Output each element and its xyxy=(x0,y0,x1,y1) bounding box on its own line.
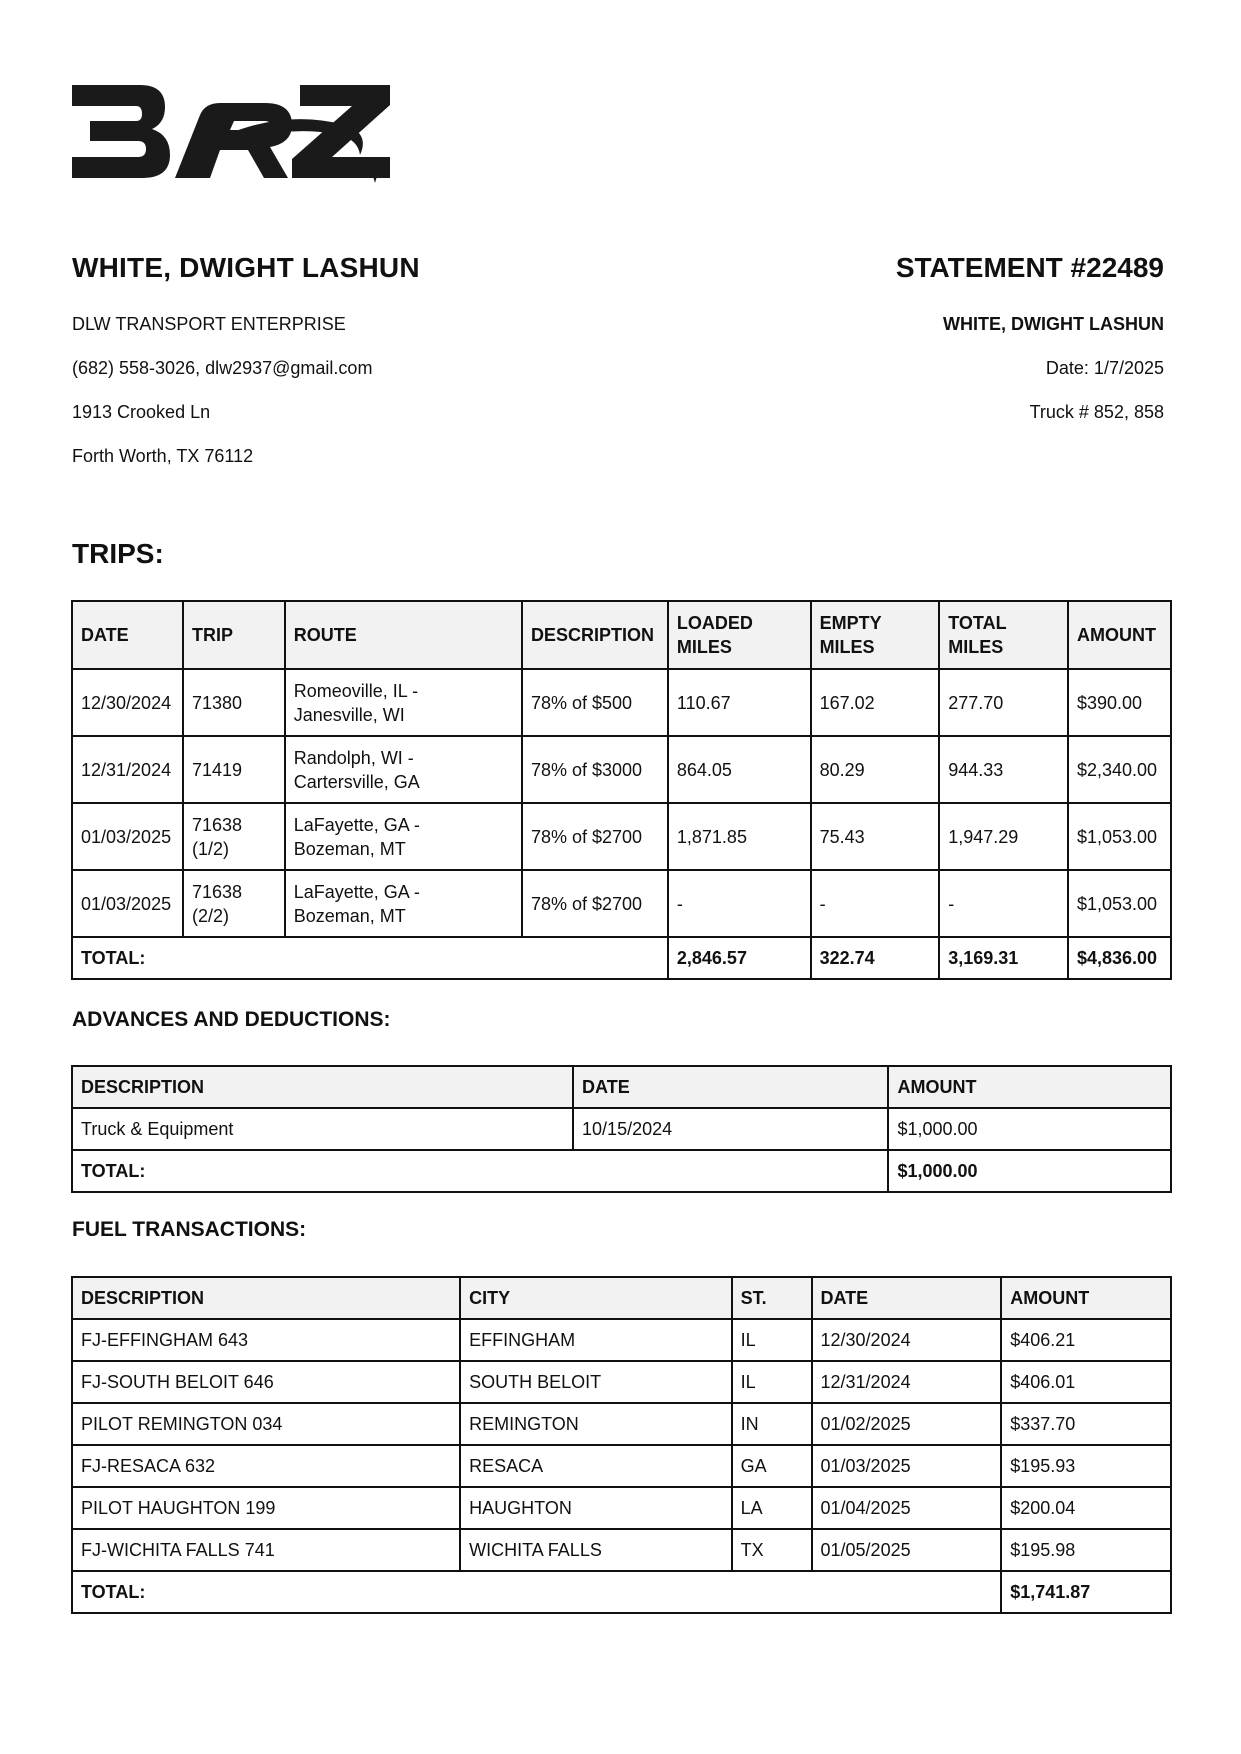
advances-table xyxy=(71,1065,1172,1193)
col-description: DESCRIPTION xyxy=(522,601,668,669)
cell-total-miles: 1,947.29 xyxy=(939,803,1068,870)
total-row xyxy=(72,937,1171,979)
table-row xyxy=(72,669,1171,736)
cell-loaded-miles: - xyxy=(668,870,811,937)
table-header-row xyxy=(72,601,1171,669)
total-label: TOTAL: xyxy=(72,1150,888,1192)
statement-title: STATEMENT #22489 xyxy=(895,252,1164,283)
cell-amount: $406.21 xyxy=(1001,1319,1171,1361)
fuel-title: FUEL TRANSACTIONS: xyxy=(72,1218,307,1241)
cell-city: EFFINGHAM xyxy=(460,1319,732,1361)
total-amount: $1,741.87 xyxy=(1001,1571,1171,1613)
col-route: ROUTE xyxy=(285,601,522,669)
col-date: DATE xyxy=(72,601,183,669)
table-row xyxy=(72,1108,1171,1150)
col-date: DATE xyxy=(573,1066,888,1108)
cell-date: 12/30/2024 xyxy=(72,669,183,736)
cell-date: 12/31/2024 xyxy=(812,1361,1002,1403)
cell-total-miles: - xyxy=(939,870,1068,937)
statement-driver-name: WHITE, DWIGHT LASHUN xyxy=(943,314,1164,334)
cell-city: HAUGHTON xyxy=(460,1487,732,1529)
cell-description: Truck & Equipment xyxy=(72,1108,573,1150)
col-city: CITY xyxy=(460,1277,732,1319)
table-row xyxy=(72,1361,1171,1403)
table-row xyxy=(72,870,1171,937)
cell-date: 10/15/2024 xyxy=(573,1108,888,1150)
col-amount: AMOUNT xyxy=(1001,1277,1171,1319)
cell-loaded-miles: 864.05 xyxy=(668,736,811,803)
driver-name-heading: WHITE, DWIGHT LASHUN xyxy=(72,252,420,283)
cell-description: FJ-WICHITA FALLS 741 xyxy=(72,1529,460,1571)
trips-title: TRIPS: xyxy=(72,538,164,569)
cell-trip: 71380 xyxy=(183,669,285,736)
cell-date: 01/03/2025 xyxy=(72,870,183,937)
cell-description: 78% of $2700 xyxy=(522,870,668,937)
cell-city: RESACA xyxy=(460,1445,732,1487)
cell-description: 78% of $3000 xyxy=(522,736,668,803)
cell-description: 78% of $500 xyxy=(522,669,668,736)
cell-amount: $200.04 xyxy=(1001,1487,1171,1529)
col-amount: AMOUNT xyxy=(888,1066,1171,1108)
cell-description: 78% of $2700 xyxy=(522,803,668,870)
statement-info xyxy=(943,314,1164,446)
driver-info xyxy=(72,314,372,490)
cell-total-miles: 277.70 xyxy=(939,669,1068,736)
total-amount: $1,000.00 xyxy=(888,1150,1171,1192)
statement-date: Date: 1/7/2025 xyxy=(1045,358,1164,378)
total-label: TOTAL: xyxy=(72,1571,1001,1613)
trips-table xyxy=(71,600,1172,980)
col-loaded-miles: LOADED MILES xyxy=(668,601,811,669)
col-empty-miles: EMPTY MILES xyxy=(811,601,940,669)
cell-amount: $2,340.00 xyxy=(1068,736,1171,803)
total-loaded-miles: 2,846.57 xyxy=(668,937,811,979)
total-total-miles: 3,169.31 xyxy=(939,937,1068,979)
contact-info: (682) 558-3026, dlw2937@gmail.com xyxy=(72,358,373,378)
cell-route: Romeoville, IL - Janesville, WI xyxy=(285,669,522,736)
cell-date: 12/31/2024 xyxy=(72,736,183,803)
table-row xyxy=(72,1403,1171,1445)
cell-amount: $406.01 xyxy=(1001,1361,1171,1403)
cell-city: WICHITA FALLS xyxy=(460,1529,732,1571)
cell-description: PILOT REMINGTON 034 xyxy=(72,1403,460,1445)
cell-description: FJ-RESACA 632 xyxy=(72,1445,460,1487)
cell-amount: $1,000.00 xyxy=(888,1108,1171,1150)
table-row xyxy=(72,803,1171,870)
cell-date: 01/02/2025 xyxy=(812,1403,1002,1445)
cell-state: GA xyxy=(732,1445,812,1487)
cell-trip: 71419 xyxy=(183,736,285,803)
cell-date: 01/05/2025 xyxy=(812,1529,1002,1571)
address-line-1: 1913 Crooked Ln xyxy=(72,402,211,422)
total-row xyxy=(72,1571,1171,1613)
cell-total-miles: 944.33 xyxy=(939,736,1068,803)
cell-trip: 71638 (2/2) xyxy=(183,870,285,937)
cell-amount: $195.98 xyxy=(1001,1529,1171,1571)
cell-state: IN xyxy=(732,1403,812,1445)
table-row xyxy=(72,1529,1171,1571)
advances-title: ADVANCES AND DEDUCTIONS: xyxy=(72,1008,391,1031)
cell-description: FJ-SOUTH BELOIT 646 xyxy=(72,1361,460,1403)
col-description: DESCRIPTION xyxy=(72,1066,573,1108)
total-row xyxy=(72,1150,1171,1192)
col-trip: TRIP xyxy=(183,601,285,669)
table-row xyxy=(72,1445,1171,1487)
cell-date: 01/03/2025 xyxy=(812,1445,1002,1487)
cell-amount: $195.93 xyxy=(1001,1445,1171,1487)
cell-route: Randolph, WI - Cartersville, GA xyxy=(285,736,522,803)
table-header-row xyxy=(72,1277,1171,1319)
cell-city: REMINGTON xyxy=(460,1403,732,1445)
fuel-table xyxy=(71,1276,1172,1614)
cell-city: SOUTH BELOIT xyxy=(460,1361,732,1403)
cell-date: 12/30/2024 xyxy=(812,1319,1002,1361)
cell-trip: 71638 (1/2) xyxy=(183,803,285,870)
cell-loaded-miles: 1,871.85 xyxy=(668,803,811,870)
company-name: DLW TRANSPORT ENTERPRISE xyxy=(72,314,346,334)
cell-empty-miles: 75.43 xyxy=(811,803,940,870)
cell-description: FJ-EFFINGHAM 643 xyxy=(72,1319,460,1361)
col-state: ST. xyxy=(732,1277,812,1319)
cell-empty-miles: 80.29 xyxy=(811,736,940,803)
cell-empty-miles: 167.02 xyxy=(811,669,940,736)
truck-numbers: Truck # 852, 858 xyxy=(1029,402,1164,422)
brz-logo xyxy=(70,75,390,200)
cell-amount: $390.00 xyxy=(1068,669,1171,736)
cell-state: IL xyxy=(732,1319,812,1361)
col-total-miles: TOTAL MILES xyxy=(939,601,1068,669)
total-amount: $4,836.00 xyxy=(1068,937,1171,979)
table-row xyxy=(72,1487,1171,1529)
cell-amount: $1,053.00 xyxy=(1068,803,1171,870)
col-amount: AMOUNT xyxy=(1068,601,1171,669)
col-description: DESCRIPTION xyxy=(72,1277,460,1319)
cell-empty-miles: - xyxy=(811,870,940,937)
cell-state: IL xyxy=(732,1361,812,1403)
cell-date: 01/04/2025 xyxy=(812,1487,1002,1529)
total-label: TOTAL: xyxy=(72,937,668,979)
cell-state: TX xyxy=(732,1529,812,1571)
total-empty-miles: 322.74 xyxy=(811,937,940,979)
cell-loaded-miles: 110.67 xyxy=(668,669,811,736)
col-date: DATE xyxy=(812,1277,1002,1319)
address-line-2: Forth Worth, TX 76112 xyxy=(72,446,254,466)
table-row xyxy=(72,736,1171,803)
cell-amount: $337.70 xyxy=(1001,1403,1171,1445)
table-row xyxy=(72,1319,1171,1361)
cell-date: 01/03/2025 xyxy=(72,803,183,870)
table-header-row xyxy=(72,1066,1171,1108)
cell-route: LaFayette, GA - Bozeman, MT xyxy=(285,803,522,870)
cell-route: LaFayette, GA - Bozeman, MT xyxy=(285,870,522,937)
cell-state: LA xyxy=(732,1487,812,1529)
cell-description: PILOT HAUGHTON 199 xyxy=(72,1487,460,1529)
cell-amount: $1,053.00 xyxy=(1068,870,1171,937)
